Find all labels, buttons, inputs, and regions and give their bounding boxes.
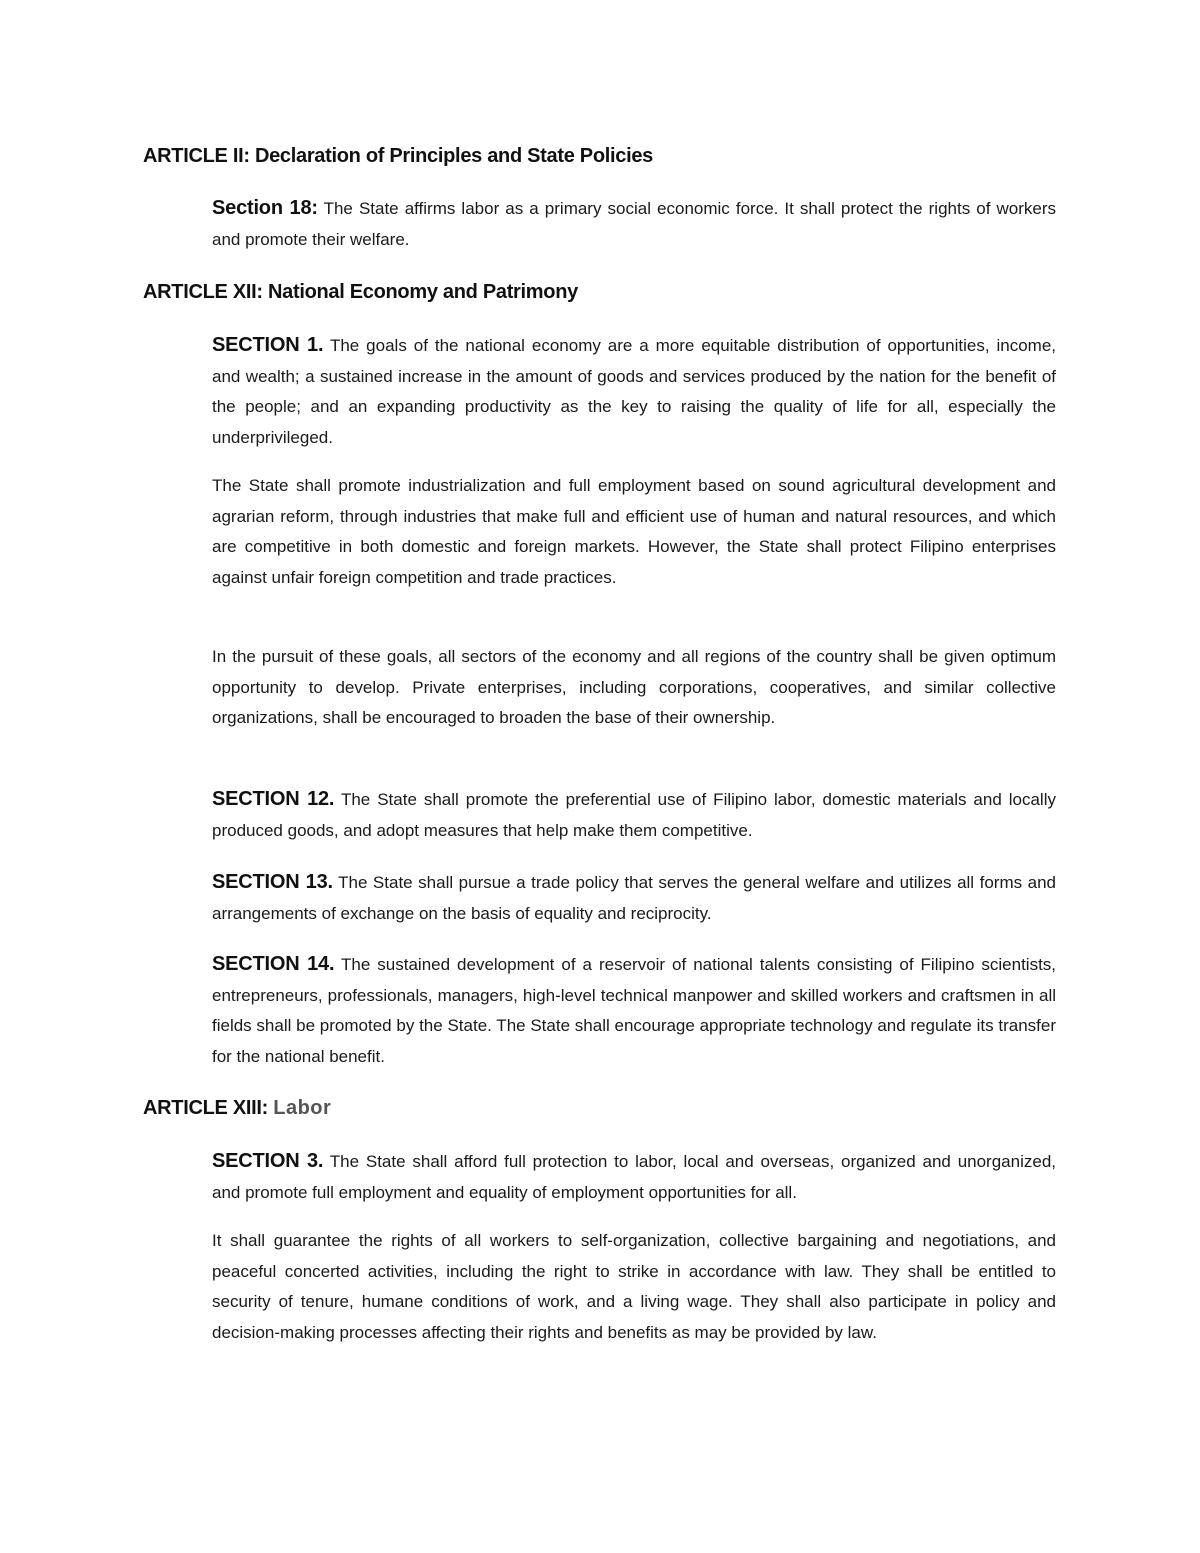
article-xii-section-1-paragraph-3: In the pursuit of these goals, all sectors of the economy and all regions of the country shall be given optimum opportunity to develop. Private enterprises, including corporations, cooperatives, and similar collective organizations, shall be encouraged to broaden the base of their ownership. xyxy=(212,647,1056,727)
section-3-text: The State shall afford full protection to labor, local and overseas, organized and unorganized, and promote full employment and equality of employment opportunities for all. xyxy=(212,1152,1056,1202)
article-ii-heading: ARTICLE II: Declaration of Principles and State Policies xyxy=(143,145,653,167)
article-xii-section-12 xyxy=(212,784,1056,846)
article-xiii-section-3 xyxy=(212,1146,1056,1208)
article-ii-section-18 xyxy=(212,193,1056,255)
section-1-text: The goals of the national economy are a more equitable distribution of opportunities, income, and wealth; a sustained increase in the amount of goods and services produced by the nation for the benefit of the people; and an expanding productivity as the key to raising the quality of life for all, especially the underprivileged. xyxy=(212,336,1056,447)
section-1-label: SECTION 1. xyxy=(212,334,324,356)
article-xii-section-14 xyxy=(212,949,1056,1072)
section-13-label: SECTION 13. xyxy=(212,871,333,893)
section-12-label: SECTION 12. xyxy=(212,788,335,810)
article-xii-section-13 xyxy=(212,867,1056,929)
section-13-text: The State shall pursue a trade policy that serves the general welfare and utilizes all forms and arrangements of exchange on the basis of equality and reciprocity. xyxy=(212,873,1057,923)
article-xiii-heading xyxy=(143,1095,331,1121)
article-xii-heading: ARTICLE XII: National Economy and Patrimony xyxy=(143,281,578,303)
section-18-label: Section 18: xyxy=(212,197,318,219)
section-12-text: The State shall promote the preferential use of Filipino labor, domestic materials and locally produced goods, and adopt measures that help make them competitive. xyxy=(212,790,1056,840)
article-xii-section-1 xyxy=(212,330,1056,453)
article-xiii-section-3-paragraph-2: It shall guarantee the rights of all workers to self-organization, collective bargaining and negotiations, and peaceful concerted activities, including the right to strike in accordance with law. They shall be entitled to security of tenure, humane conditions of work, and a living wage. They shall also participate in policy and decision-making processes affecting their rights and benefits as may be provided by law. xyxy=(212,1231,1056,1342)
section-14-label: SECTION 14. xyxy=(212,953,335,975)
section-14-text: The sustained development of a reservoir of national talents consisting of Filipino scientists, entrepreneurs, professionals, managers, high-level technical manpower and skilled workers and craftsmen in all fields shall be promoted by the State. The State shall encourage appropriate technology and regulate its transfer for the national benefit. xyxy=(212,955,1057,1066)
article-xiii-heading-title: Labor xyxy=(273,1097,332,1119)
section-3-label: SECTION 3. xyxy=(212,1150,324,1172)
section-18-text: The State affirms labor as a primary social economic force. It shall protect the rights of workers and promote their welfare. xyxy=(212,199,1057,249)
article-xii-section-1-paragraph-2: The State shall promote industrialization and full employment based on sound agricultural development and agrarian reform, through industries that make full and efficient use of human and natural resources, and which are competitive in both domestic and foreign markets. However, the State shall protect Filipino enterprises against unfair foreign competition and trade practices. xyxy=(212,476,1056,587)
article-xiii-heading-prefix: ARTICLE XIII: xyxy=(143,1097,274,1119)
